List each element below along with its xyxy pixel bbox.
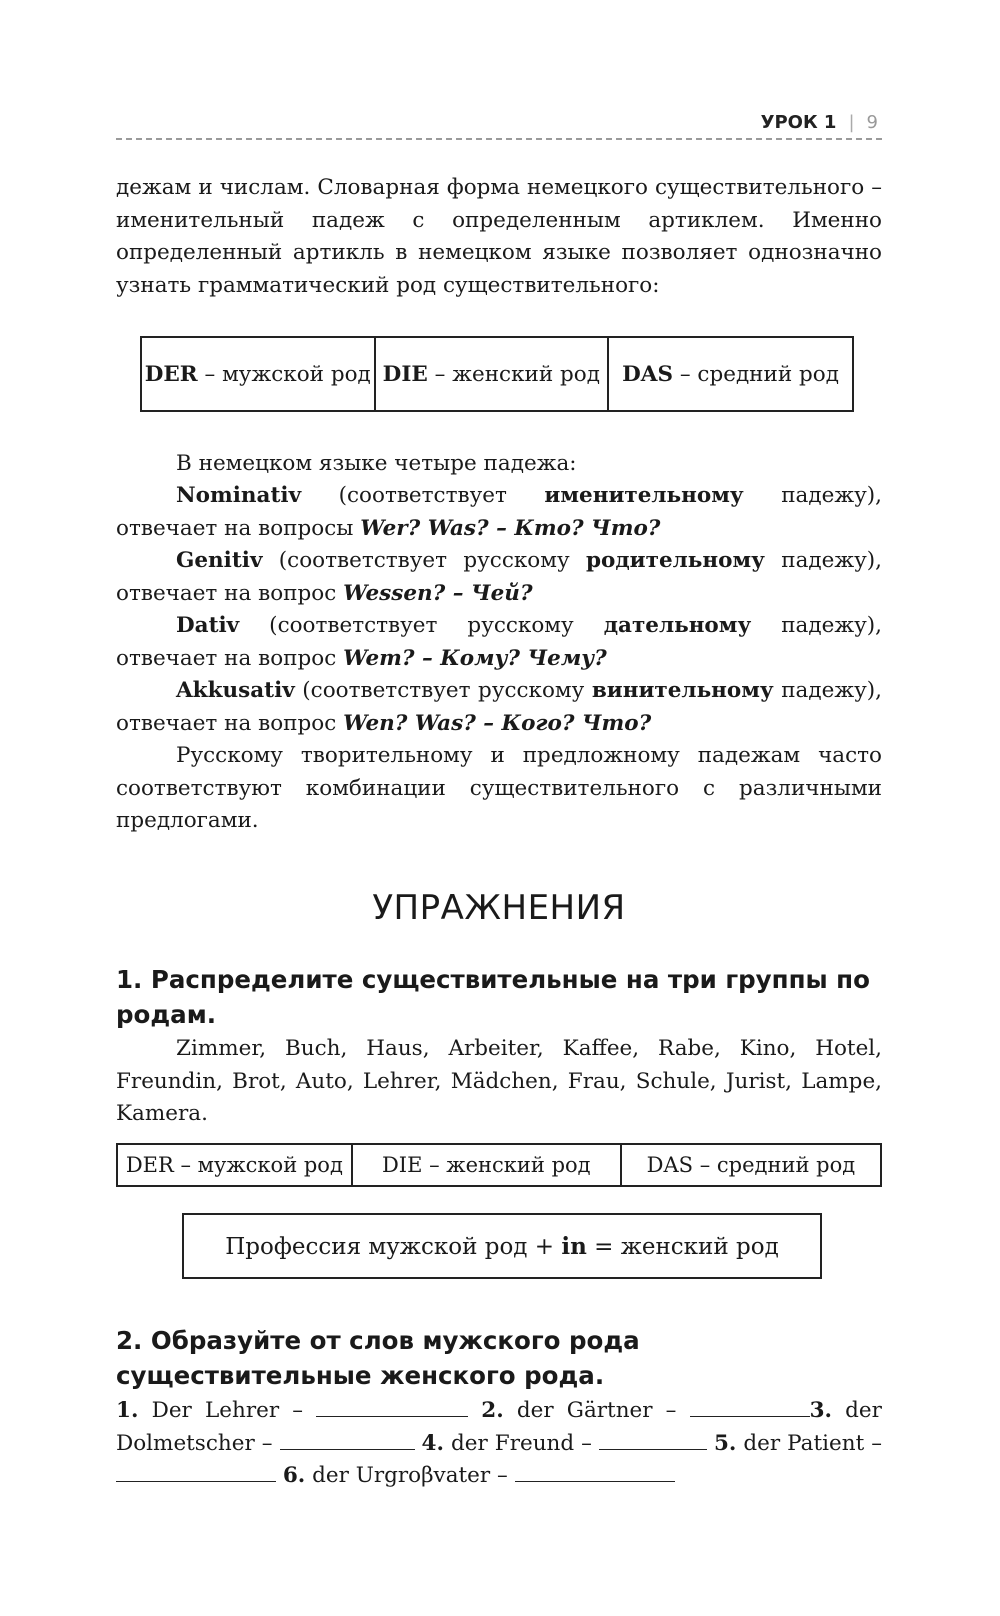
case-text: (соответствует русскому [239,613,604,638]
answer-blank[interactable] [116,1461,276,1482]
rule-text [225,1233,779,1260]
case-russian: дательному [603,613,752,638]
article-cell-die [375,337,609,411]
article-name: DIE [382,361,428,387]
rule-box [182,1213,822,1279]
item-number: 6. [282,1463,306,1488]
section-title: УПРАЖНЕНИЯ [372,888,626,928]
item-word: der Freund – [451,1430,592,1456]
item-word: der Gärtner – [516,1398,677,1423]
case-question: Wen? Was? – Кого? Что? [343,710,652,736]
item-number: 5. [713,1430,737,1456]
exercise1-title: 1. Распределите существительные на три группы по родам. [116,965,870,1029]
case-russian: именительному [544,483,744,508]
case-name: Akkusativ [176,678,295,703]
answer-blank[interactable] [599,1429,707,1450]
article-gender: – мужской род [204,361,371,387]
answer-blank[interactable] [690,1396,810,1417]
item-number: 1. [116,1398,139,1423]
intro-paragraph: дежам и числам. Словарная форма немецкого существительного – именительный падеж с определенным артиклем. Именно определенный артикль в немецком языке позволяет однозначно узнать грамматический род существительного: [116,175,882,298]
case-name: Genitiv [176,548,263,573]
case-text: падежу), отвечает на вопрос [116,548,882,606]
page-header [116,108,882,148]
case-text: падежу), отвечает на вопрос [116,613,882,671]
case-nominativ [116,480,882,545]
case-question: Wem? – Кому? Чему? [343,645,607,671]
item-word: Der Lehrer – [151,1398,303,1423]
rule-suffix: in [561,1232,587,1260]
case-name: Nominativ [176,483,302,508]
rule-pre: Профессия мужской род + [225,1233,562,1260]
case-dativ [116,610,882,675]
case-question: Wessen? – Чей? [343,580,533,606]
item-number: 3. [809,1398,833,1423]
exercise1-cell-der: DER – мужской род [117,1144,352,1186]
case-text: падежу), отвечает на вопросы [116,483,882,541]
answer-blank[interactable] [515,1461,675,1482]
case-russian: родительному [585,548,765,573]
exercise1-cell-das: DAS – средний род [621,1144,881,1186]
item-number: 2. [481,1398,504,1423]
header-text [761,112,878,133]
lesson-label: УРОК 1 [760,112,837,133]
article-name: DER [144,361,198,387]
exercise2-title: 2. Образуйте от слов мужского рода существительные женского рода. [116,1326,640,1390]
exercise1-words: Zimmer, Buch, Haus, Arbeiter, Kaffee, Rabe, Kino, Hotel, Freundin, Brot, Auto, Lehrer, Mädchen, Frau, Schule, Jurist, Lampe, Kamera. [116,1036,882,1126]
page-number: 9 [866,112,878,133]
article-gender: – средний род [679,361,839,387]
article-cell-der [141,337,375,411]
item-word: der Urgroβvater – [312,1463,508,1488]
case-genitiv [116,545,882,610]
cases-note: Русскому творительному и предложному падежам часто соответствуют комбинации существительного с различными предлогами. [116,743,882,833]
exercise1-table [116,1143,882,1187]
header-separator: | [848,112,855,133]
case-text: (соответствует русскому [262,548,586,573]
exercise1-cell-die: DIE – женский род [352,1144,621,1186]
case-text: падежу), отвечает на вопрос [116,678,882,736]
article-gender: – женский род [434,361,600,387]
articles-table [140,336,854,412]
item-number: 4. [421,1430,444,1456]
case-name: Dativ [176,613,240,638]
item-word: der Dolmetscher – [116,1398,882,1456]
case-russian: винительному [591,678,774,703]
answer-blank[interactable] [316,1396,468,1417]
item-word: der Patient – [743,1430,882,1456]
exercise2-items [116,1395,882,1493]
case-akkusativ [116,675,882,740]
answer-blank[interactable] [280,1429,415,1450]
cases-intro: В немецком языке четыре падежа: [176,451,577,476]
case-text: (соответствует русскому [294,678,592,703]
article-name: DAS [622,361,673,387]
case-text: (соответствует [301,483,545,508]
case-question: Wer? Was? – Кто? Что? [360,515,661,541]
article-cell-das [608,337,853,411]
rule-post: = женский род [586,1233,779,1260]
header-dashed-rule [116,138,882,140]
